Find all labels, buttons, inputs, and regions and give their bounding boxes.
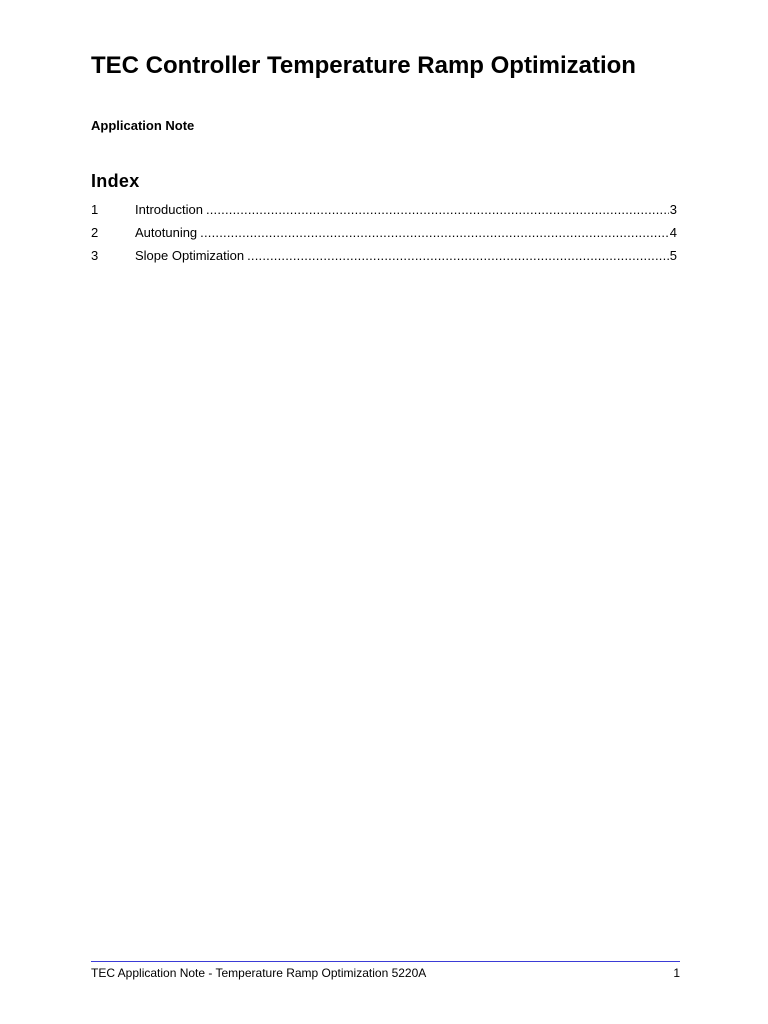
toc-entry-number: 2 [91,225,99,240]
toc-entry-slope-optimization[interactable] [91,248,677,271]
toc-entry-number: 1 [91,202,99,217]
table-of-contents [91,202,677,271]
document-title: TEC Controller Temperature Ramp Optimization [91,52,636,79]
toc-entry-page: 4 [669,225,677,240]
footer-divider [91,961,680,962]
footer-text: TEC Application Note - Temperature Ramp Optimization 5220A [91,966,427,980]
toc-dot-leader [206,202,669,218]
toc-entry-label: Autotuning [135,225,198,240]
toc-entry-page: 3 [669,202,677,217]
toc-entry-number: 3 [91,248,99,263]
index-heading: Index [91,171,140,191]
toc-entry-introduction[interactable] [91,202,677,225]
document-subtitle: Application Note [91,118,195,133]
footer-page-number: 1 [673,966,680,980]
toc-dot-leader [200,225,669,241]
toc-entry-autotuning[interactable] [91,225,677,248]
toc-dot-leader [247,248,669,264]
toc-entry-label: Introduction [135,202,203,217]
toc-entry-label: Slope Optimization [135,248,245,263]
toc-entry-page: 5 [669,248,677,263]
